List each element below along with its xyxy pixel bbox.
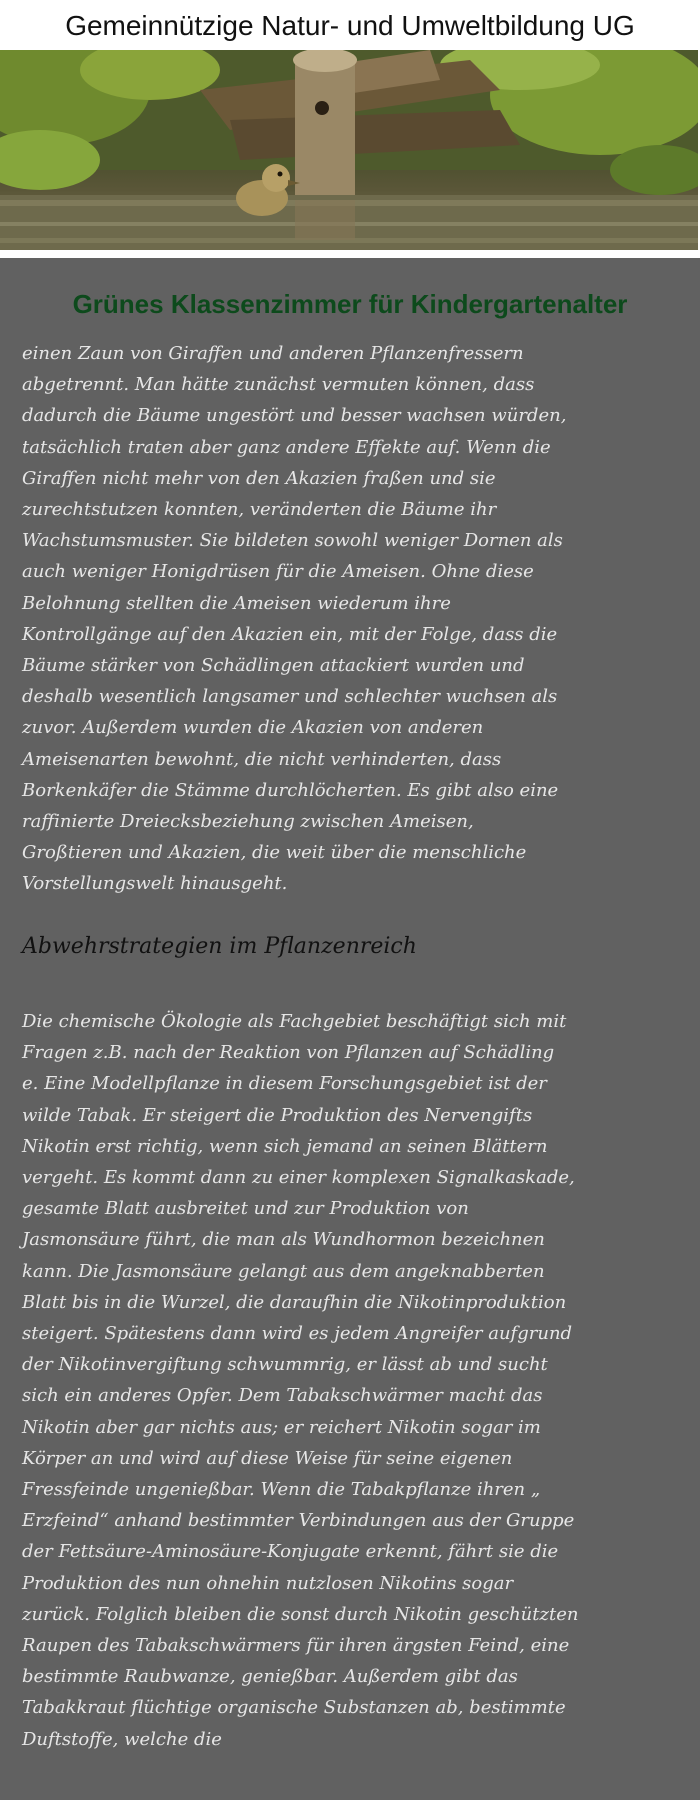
article-paragraph-1	[22, 338, 692, 900]
text-line: zuvor. Außerdem wurden die Akazien von anderen	[22, 717, 484, 739]
text-line: Tabakkraut flüchtige organische Substanzen ab, bestimmte	[22, 1697, 566, 1719]
text-line: dadurch die Bäume ungestört und besser wachsen würden,	[22, 405, 567, 427]
text-line: einen Zaun von Giraffen und anderen Pflanzenfressern	[22, 343, 524, 364]
text-line: Borkenkäfer die Stämme durchlöcherten. Es gibt also eine	[22, 779, 559, 801]
text-line: tatsächlich traten aber ganz andere Effekte auf. Wenn die	[22, 436, 551, 458]
text-line: Vorstellungswelt hinausgeht.	[22, 873, 288, 895]
text-line: Die chemische Ökologie als Fachgebiet beschäftigt sich mit	[22, 1011, 567, 1032]
text-line: wilde Tabak. Er steigert die Produktion des Nervengifts	[22, 1104, 533, 1126]
section-heading: Abwehrstrategien im Pflanzenreich	[22, 934, 417, 959]
text-line: Fressfeinde ungenießbar. Wenn die Tabakpflanze ihren „	[22, 1479, 541, 1501]
article-paragraph-2	[22, 1006, 692, 1755]
text-line: Blatt bis in die Wurzel, die daraufhin die Nikotinproduktion	[22, 1291, 567, 1313]
text-line: Nikotin erst richtig, wenn sich jemand an seinen Blättern	[22, 1135, 548, 1157]
text-line: zurück. Folglich bleiben die sonst durch Nikotin geschützten	[22, 1603, 579, 1625]
text-line: Erzfeind“ anhand bestimmter Verbindungen aus der Gruppe	[22, 1510, 575, 1532]
text-line: der Nikotinvergiftung schwummrig, er lässt ab und sucht	[22, 1354, 548, 1376]
text-line: Großtieren und Akazien, die weit über die menschliche	[22, 842, 527, 864]
text-line: raffinierte Dreiecksbeziehung zwischen Ameisen,	[22, 811, 474, 833]
text-line: der Fettsäure-Aminosäure-Konjugate erkennt, fährt sie die	[22, 1541, 559, 1563]
text-line: vergeht. Es kommt dann zu einer komplexen Signalkaskade,	[22, 1167, 575, 1189]
text-line: Produktion des nun ohnehin nutzlosen Nikotins sogar	[22, 1572, 514, 1594]
text-line: bestimmte Raubwanze, genießbar. Außerdem gibt das	[22, 1666, 518, 1688]
page-heading: Grünes Klassenzimmer für Kindergartenalter	[72, 289, 628, 320]
text-line: Belohnung stellten die Ameisen wiederum ihre	[22, 592, 451, 614]
text-line: Jasmonsäure führt, die man als Wundhormon bezeichnen	[22, 1229, 545, 1251]
text-line: Bäume stärker von Schädlingen attackiert wurden und	[22, 655, 525, 677]
main-content	[0, 258, 700, 1800]
text-line: Nikotin aber gar nichts aus; er reichert Nikotin sogar im	[22, 1416, 541, 1438]
site-title: Gemeinnützige Natur- und Umweltbildung UG	[65, 10, 635, 41]
text-line: sich ein anderes Opfer. Dem Tabakschwärmer macht das	[22, 1385, 543, 1407]
text-line: Duftstoffe, welche die	[22, 1728, 222, 1750]
text-line: auch weniger Honigdrüsen für die Ameisen. Ohne diese	[22, 561, 534, 583]
text-line: e. Eine Modellpflanze in diesem Forschungsgebiet ist der	[22, 1073, 547, 1095]
site-header	[0, 0, 700, 50]
text-line: zurechtstutzen konnten, veränderten die Bäume ihr	[22, 499, 497, 521]
text-line: Fragen z.B. nach der Reaktion von Pflanzen auf Schädling	[22, 1042, 555, 1064]
duckling-pond-illustration	[0, 50, 698, 250]
text-line: abgetrennt. Man hätte zunächst vermuten können, dass	[22, 374, 535, 396]
text-line: Giraffen nicht mehr von den Akazien fraßen und sie	[22, 467, 496, 489]
text-line: steigert. Spätestens dann wird es jedem Angreifer aufgrund	[22, 1323, 573, 1345]
text-line: Körper an und wird auf diese Weise für seine eigenen	[22, 1447, 513, 1469]
text-line: deshalb wesentlich langsamer und schlechter wuchsen als	[22, 686, 558, 708]
text-line: kann. Die Jasmonsäure gelangt aus dem angeknabberten	[22, 1260, 545, 1282]
text-line: Raupen des Tabakschwärmers für ihren ärgsten Feind, eine	[22, 1635, 570, 1657]
banner-image	[0, 50, 698, 250]
text-line: Ameisenarten bewohnt, die nicht verhinderten, dass	[22, 748, 502, 770]
text-line: Kontrollgänge auf den Akazien ein, mit der Folge, dass die	[22, 623, 558, 645]
text-line: gesamte Blatt ausbreitet und zur Produktion von	[22, 1198, 469, 1220]
text-line: Wachstumsmuster. Sie bildeten sowohl weniger Dornen als	[22, 530, 563, 552]
